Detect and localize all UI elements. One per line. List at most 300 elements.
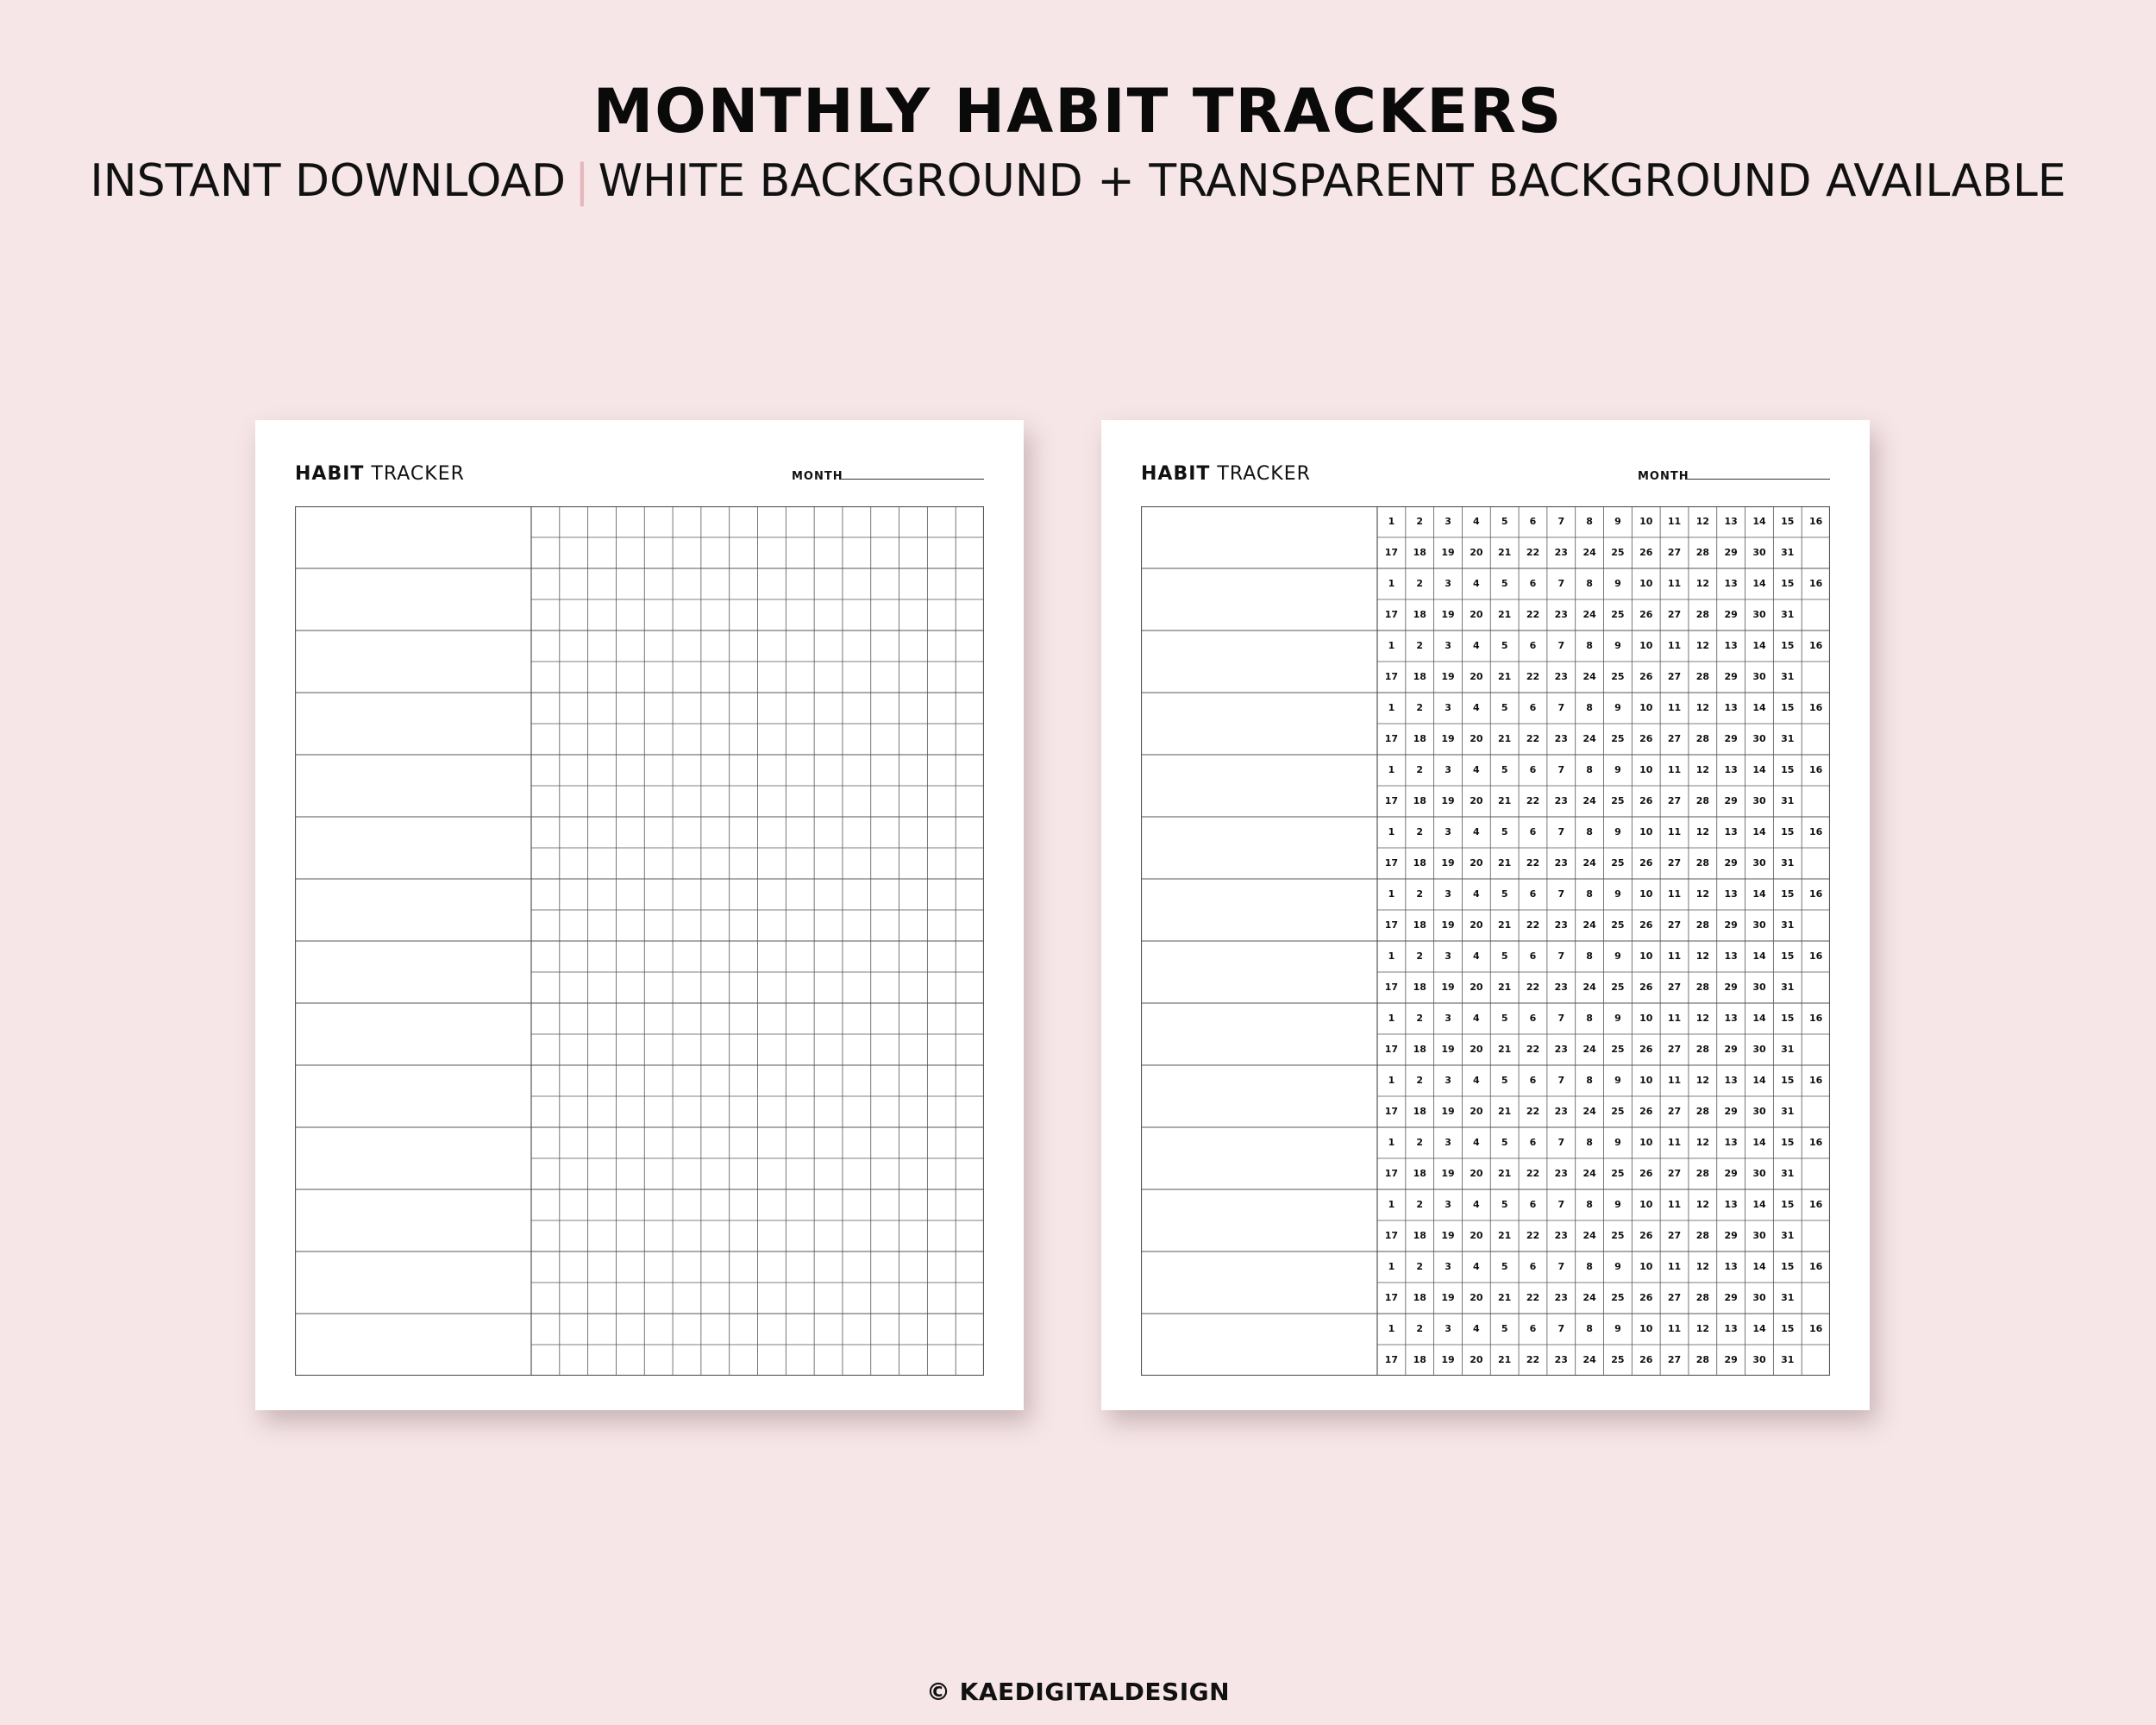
day-number: 18: [1413, 1106, 1426, 1117]
day-number: 11: [1667, 1013, 1682, 1024]
day-number: 15: [1781, 1199, 1795, 1210]
day-number: 20: [1470, 1044, 1483, 1055]
day-number: 5: [1501, 578, 1508, 589]
day-number: 13: [1724, 640, 1738, 651]
day-number: 19: [1441, 733, 1455, 744]
day-number: 22: [1526, 857, 1540, 869]
day-number: 9: [1614, 516, 1621, 527]
day-number: 20: [1470, 733, 1483, 744]
day-number: 4: [1473, 950, 1480, 962]
day-number: 20: [1470, 795, 1483, 806]
day-number: 2: [1416, 516, 1424, 527]
day-number: 16: [1808, 1261, 1823, 1272]
day-number: 9: [1614, 640, 1621, 651]
day-number: 11: [1667, 888, 1682, 900]
day-number: 21: [1498, 671, 1512, 682]
day-number: 5: [1501, 640, 1508, 651]
day-number: 23: [1554, 1230, 1568, 1241]
day-number: 26: [1639, 1044, 1653, 1055]
day-number: 11: [1667, 702, 1682, 713]
day-number: 11: [1667, 1199, 1682, 1210]
day-number: 7: [1557, 1199, 1565, 1210]
day-number: 20: [1470, 982, 1483, 993]
day-number: 5: [1501, 888, 1508, 900]
day-number: 17: [1384, 1168, 1399, 1179]
day-number: 6: [1529, 702, 1537, 713]
day-number: 3: [1445, 1013, 1451, 1024]
day-number: 21: [1498, 1292, 1512, 1303]
day-number: 29: [1724, 1230, 1738, 1241]
heading-tracker: TRACKER: [1217, 463, 1311, 485]
day-number: 23: [1554, 547, 1568, 558]
day-number: 15: [1781, 702, 1795, 713]
day-number: 3: [1445, 702, 1451, 713]
day-number: 4: [1473, 516, 1480, 527]
day-number: 25: [1611, 795, 1625, 806]
day-number: 23: [1554, 1292, 1568, 1303]
day-number: 11: [1667, 1137, 1682, 1148]
day-number: 21: [1498, 1230, 1512, 1241]
day-number: 10: [1639, 764, 1653, 775]
day-number: 22: [1526, 547, 1540, 558]
day-number: 22: [1526, 671, 1540, 682]
day-number: 14: [1752, 516, 1766, 527]
day-number: 18: [1413, 1168, 1426, 1179]
day-number: 15: [1781, 888, 1795, 900]
day-number: 24: [1583, 671, 1596, 682]
day-number: 10: [1639, 1199, 1653, 1210]
day-number: 25: [1611, 671, 1625, 682]
day-number: 5: [1501, 764, 1508, 775]
heading-habit: HABIT: [1141, 463, 1211, 485]
day-number: 13: [1724, 826, 1738, 837]
day-number: 21: [1498, 982, 1512, 993]
day-number: 13: [1724, 578, 1738, 589]
day-number: 25: [1611, 982, 1625, 993]
day-number: 26: [1639, 795, 1653, 806]
day-number: 29: [1724, 1106, 1738, 1117]
day-number: 29: [1724, 982, 1738, 993]
day-number: 24: [1583, 1292, 1596, 1303]
day-number: 18: [1413, 671, 1426, 682]
day-number: 21: [1498, 1044, 1512, 1055]
day-number: 2: [1416, 1013, 1424, 1024]
day-number: 21: [1498, 1106, 1512, 1117]
day-number: 30: [1752, 982, 1766, 993]
day-number: 10: [1639, 826, 1653, 837]
day-number: 12: [1695, 640, 1709, 651]
day-number: 17: [1384, 919, 1399, 931]
day-number: 25: [1611, 1044, 1625, 1055]
day-number: 26: [1639, 1230, 1653, 1241]
day-number: 15: [1781, 826, 1795, 837]
day-number: 20: [1470, 1354, 1483, 1365]
day-number: 22: [1526, 1292, 1540, 1303]
day-number: 17: [1384, 1106, 1399, 1117]
day-number: 30: [1752, 547, 1766, 558]
day-number: 24: [1583, 1044, 1596, 1055]
day-number: 11: [1667, 1075, 1682, 1086]
day-number: 12: [1695, 1323, 1709, 1334]
day-number: 29: [1724, 1354, 1738, 1365]
day-number: 29: [1724, 1292, 1738, 1303]
day-number: 24: [1583, 609, 1596, 620]
day-number: 29: [1724, 547, 1738, 558]
day-number: 17: [1384, 671, 1399, 682]
day-number: 14: [1752, 1013, 1766, 1024]
day-number: 16: [1808, 950, 1823, 962]
day-number: 23: [1554, 982, 1568, 993]
day-number: 5: [1501, 702, 1508, 713]
day-number: 12: [1695, 888, 1709, 900]
day-number: 3: [1445, 1261, 1451, 1272]
day-number: 9: [1614, 764, 1621, 775]
day-number: 10: [1639, 888, 1653, 900]
day-number: 9: [1614, 1137, 1621, 1148]
day-number: 25: [1611, 1354, 1625, 1365]
day-number: 21: [1498, 1168, 1512, 1179]
day-number: 2: [1416, 640, 1424, 651]
day-number: 10: [1639, 1323, 1653, 1334]
day-number: 15: [1781, 1323, 1795, 1334]
page-heading: [295, 463, 465, 485]
day-number: 28: [1695, 547, 1709, 558]
day-number: 25: [1611, 1168, 1625, 1179]
day-number: 11: [1667, 1323, 1682, 1334]
day-number: 12: [1695, 950, 1709, 962]
day-number: 20: [1470, 547, 1483, 558]
day-number: 27: [1667, 733, 1682, 744]
day-number: 28: [1695, 733, 1709, 744]
day-number: 22: [1526, 1230, 1540, 1241]
day-number: 12: [1695, 1013, 1709, 1024]
day-number: 13: [1724, 516, 1738, 527]
day-number: 18: [1413, 1354, 1426, 1365]
day-number: 5: [1501, 950, 1508, 962]
day-number: 14: [1752, 888, 1766, 900]
day-number: 3: [1445, 888, 1451, 900]
day-number: 10: [1639, 516, 1653, 527]
day-number: 30: [1752, 1044, 1766, 1055]
day-number: 4: [1473, 640, 1480, 651]
day-number: 31: [1781, 1230, 1795, 1241]
day-number: 15: [1781, 640, 1795, 651]
day-number: 24: [1583, 795, 1596, 806]
day-number: 13: [1724, 1323, 1738, 1334]
day-number: 28: [1695, 1168, 1709, 1179]
day-number: 29: [1724, 1044, 1738, 1055]
day-number: 22: [1526, 1168, 1540, 1179]
day-number: 7: [1557, 1261, 1565, 1272]
day-number: 14: [1752, 764, 1766, 775]
day-number: 9: [1614, 578, 1621, 589]
day-number: 1: [1388, 1013, 1395, 1024]
day-number: 24: [1583, 982, 1596, 993]
page-heading: [1141, 463, 1311, 485]
day-number: 31: [1781, 1292, 1795, 1303]
day-number: 2: [1416, 1137, 1424, 1148]
day-number: 3: [1445, 640, 1451, 651]
day-number: 8: [1586, 1013, 1593, 1024]
day-number: 19: [1441, 1044, 1455, 1055]
day-number: 25: [1611, 609, 1625, 620]
copyright-credit: © KAEDIGITALDESIGN: [925, 1678, 1231, 1706]
day-number: 16: [1808, 578, 1823, 589]
habit-grid-numbered: [1141, 506, 1830, 1376]
day-number: 15: [1781, 1013, 1795, 1024]
day-number: 2: [1416, 826, 1424, 837]
day-number: 27: [1667, 982, 1682, 993]
day-number: 13: [1724, 764, 1738, 775]
habit-grid-blank: [295, 506, 984, 1376]
day-number: 23: [1554, 1044, 1568, 1055]
day-number: 18: [1413, 1230, 1426, 1241]
day-number: 14: [1752, 1137, 1766, 1148]
day-number: 13: [1724, 1261, 1738, 1272]
day-number: 26: [1639, 1354, 1653, 1365]
day-number: 16: [1808, 888, 1823, 900]
day-number: 19: [1441, 671, 1455, 682]
day-number: 5: [1501, 516, 1508, 527]
day-number: 1: [1388, 1075, 1395, 1086]
subtitle-backgrounds: WHITE BACKGROUND + TRANSPARENT BACKGROUND AVAILABLE: [598, 155, 2066, 207]
day-number: 26: [1639, 1106, 1653, 1117]
day-number: 11: [1667, 640, 1682, 651]
day-number: 31: [1781, 671, 1795, 682]
day-number: 8: [1586, 640, 1593, 651]
day-number: 23: [1554, 1106, 1568, 1117]
day-number: 8: [1586, 1261, 1593, 1272]
day-number: 14: [1752, 950, 1766, 962]
day-number: 4: [1473, 1013, 1480, 1024]
day-number: 10: [1639, 1137, 1653, 1148]
day-number: 26: [1639, 919, 1653, 931]
day-number: 1: [1388, 1199, 1395, 1210]
subtitle-instant-download: INSTANT DOWNLOAD: [90, 155, 567, 207]
day-number: 29: [1724, 1168, 1738, 1179]
day-number: 7: [1557, 1323, 1565, 1334]
day-number: 31: [1781, 609, 1795, 620]
day-number: 30: [1752, 1292, 1766, 1303]
day-number: 26: [1639, 547, 1653, 558]
day-number: 19: [1441, 795, 1455, 806]
day-number: 22: [1526, 733, 1540, 744]
day-number: 27: [1667, 1044, 1682, 1055]
day-number: 10: [1639, 950, 1653, 962]
day-number: 19: [1441, 919, 1455, 931]
day-number: 5: [1501, 1261, 1508, 1272]
day-number: 6: [1529, 1075, 1537, 1086]
grid-lines: [295, 506, 984, 1376]
day-number: 21: [1498, 795, 1512, 806]
day-number: 17: [1384, 1292, 1399, 1303]
day-number: 20: [1470, 857, 1483, 869]
day-number: 8: [1586, 950, 1593, 962]
day-number: 4: [1473, 578, 1480, 589]
day-number: 31: [1781, 1354, 1795, 1365]
day-number: 17: [1384, 609, 1399, 620]
month-label: MONTH: [792, 470, 843, 483]
day-number: 3: [1445, 1323, 1451, 1334]
day-number: 29: [1724, 671, 1738, 682]
day-number: 28: [1695, 1354, 1709, 1365]
day-number: 28: [1695, 1292, 1709, 1303]
day-number: 4: [1473, 1199, 1480, 1210]
day-number: 9: [1614, 702, 1621, 713]
day-number: 9: [1614, 1013, 1621, 1024]
day-number: 12: [1695, 1137, 1709, 1148]
day-number: 2: [1416, 702, 1424, 713]
day-number: 31: [1781, 733, 1795, 744]
day-number: 28: [1695, 857, 1709, 869]
day-number: 25: [1611, 733, 1625, 744]
day-number: 15: [1781, 764, 1795, 775]
day-number: 8: [1586, 1199, 1593, 1210]
day-number: 30: [1752, 857, 1766, 869]
day-number: 18: [1413, 795, 1426, 806]
day-number: 22: [1526, 795, 1540, 806]
day-number: 18: [1413, 1292, 1426, 1303]
day-number: 27: [1667, 1168, 1682, 1179]
day-number: 18: [1413, 547, 1426, 558]
day-number: 22: [1526, 1354, 1540, 1365]
day-number: 4: [1473, 1323, 1480, 1334]
day-number: 23: [1554, 857, 1568, 869]
day-number: 28: [1695, 1044, 1709, 1055]
day-number: 30: [1752, 609, 1766, 620]
day-number: 5: [1501, 1323, 1508, 1334]
day-number: 3: [1445, 1075, 1451, 1086]
day-number: 25: [1611, 919, 1625, 931]
month-label: MONTH: [1638, 470, 1689, 483]
day-number: 14: [1752, 1323, 1766, 1334]
day-number: 31: [1781, 1044, 1795, 1055]
day-number: 5: [1501, 1013, 1508, 1024]
day-number: 28: [1695, 1106, 1709, 1117]
day-number: 12: [1695, 764, 1709, 775]
day-number: 31: [1781, 1168, 1795, 1179]
day-number: 1: [1388, 826, 1395, 837]
day-number: 14: [1752, 578, 1766, 589]
day-number: 12: [1695, 1199, 1709, 1210]
day-number: 18: [1413, 1044, 1426, 1055]
day-number: 6: [1529, 1199, 1537, 1210]
day-number: 6: [1529, 888, 1537, 900]
day-number: 23: [1554, 671, 1568, 682]
day-number: 2: [1416, 1261, 1424, 1272]
day-number: 16: [1808, 702, 1823, 713]
day-number: 11: [1667, 950, 1682, 962]
day-number: 27: [1667, 671, 1682, 682]
day-number: 27: [1667, 1292, 1682, 1303]
month-write-line: [1687, 479, 1830, 480]
day-number: 8: [1586, 826, 1593, 837]
day-number: 3: [1445, 764, 1451, 775]
day-number: 4: [1473, 702, 1480, 713]
day-number: 30: [1752, 795, 1766, 806]
day-number: 2: [1416, 950, 1424, 962]
day-number: 17: [1384, 982, 1399, 993]
day-number: 23: [1554, 609, 1568, 620]
day-number: 30: [1752, 1230, 1766, 1241]
day-number: 2: [1416, 1323, 1424, 1334]
day-number: 16: [1808, 826, 1823, 837]
day-number: 6: [1529, 1323, 1537, 1334]
day-number: 27: [1667, 547, 1682, 558]
day-number: 21: [1498, 733, 1512, 744]
day-number: 6: [1529, 826, 1537, 837]
day-number: 16: [1808, 764, 1823, 775]
day-number: 26: [1639, 671, 1653, 682]
day-number: 27: [1667, 1106, 1682, 1117]
day-number: 19: [1441, 982, 1455, 993]
day-number: 7: [1557, 888, 1565, 900]
day-number: 19: [1441, 1292, 1455, 1303]
day-number: 23: [1554, 795, 1568, 806]
day-number: 15: [1781, 1261, 1795, 1272]
day-number: 6: [1529, 640, 1537, 651]
day-number: 5: [1501, 1137, 1508, 1148]
day-number: 25: [1611, 547, 1625, 558]
day-number: 31: [1781, 547, 1795, 558]
day-number: 12: [1695, 826, 1709, 837]
day-number: 18: [1413, 857, 1426, 869]
day-number: 15: [1781, 1137, 1795, 1148]
day-number: 19: [1441, 1230, 1455, 1241]
blank-tracker-page: [255, 420, 1024, 1410]
day-number: 16: [1808, 1137, 1823, 1148]
day-number: 31: [1781, 795, 1795, 806]
day-number: 11: [1667, 578, 1682, 589]
day-number: 1: [1388, 578, 1395, 589]
day-number: 21: [1498, 919, 1512, 931]
day-number: 21: [1498, 857, 1512, 869]
day-number: 16: [1808, 516, 1823, 527]
day-number: 6: [1529, 516, 1537, 527]
day-number: 28: [1695, 609, 1709, 620]
day-number: 24: [1583, 733, 1596, 744]
day-number: 27: [1667, 857, 1682, 869]
day-number: 26: [1639, 1292, 1653, 1303]
month-write-line: [841, 479, 984, 480]
day-number: 1: [1388, 1261, 1395, 1272]
day-number: 10: [1639, 702, 1653, 713]
day-number: 20: [1470, 1230, 1483, 1241]
day-number: 7: [1557, 764, 1565, 775]
day-number: 1: [1388, 1323, 1395, 1334]
day-number: 10: [1639, 1261, 1653, 1272]
day-number: 23: [1554, 1168, 1568, 1179]
day-number: 10: [1639, 640, 1653, 651]
day-number: 5: [1501, 1199, 1508, 1210]
day-number: 8: [1586, 1323, 1593, 1334]
day-number: 31: [1781, 982, 1795, 993]
day-number: 25: [1611, 1230, 1625, 1241]
day-number: 4: [1473, 764, 1480, 775]
day-number: 7: [1557, 826, 1565, 837]
day-number: 24: [1583, 857, 1596, 869]
day-number: 21: [1498, 1354, 1512, 1365]
day-number: 15: [1781, 950, 1795, 962]
day-number: 1: [1388, 888, 1395, 900]
day-number: 26: [1639, 733, 1653, 744]
day-number: 14: [1752, 1075, 1766, 1086]
day-number: 9: [1614, 950, 1621, 962]
day-number: 14: [1752, 1261, 1766, 1272]
page-title: MONTHLY HABIT TRACKERS: [592, 76, 1564, 147]
day-number: 23: [1554, 919, 1568, 931]
day-number: 6: [1529, 578, 1537, 589]
